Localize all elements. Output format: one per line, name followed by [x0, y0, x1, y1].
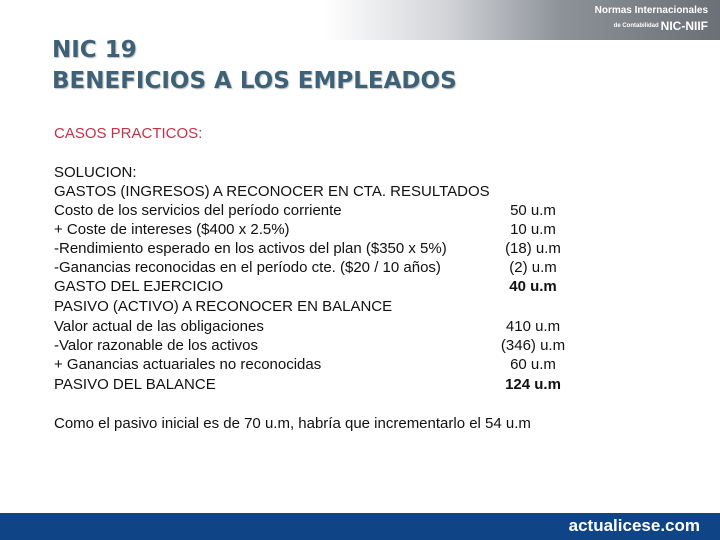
row-value: 124 u.m — [505, 376, 561, 393]
row-label: Costo de los servicios del período corriente — [54, 202, 342, 219]
row-value: 50 u.m — [510, 202, 556, 219]
brand-big-text: NIC-NIIF — [660, 18, 708, 33]
brand-line2 — [562, 18, 712, 34]
row-value: (2) u.m — [509, 259, 557, 276]
row-value: 10 u.m — [510, 221, 556, 238]
row-value: 60 u.m — [510, 356, 556, 373]
row-label: GASTOS (INGRESOS) A RECONOCER EN CTA. RESULTADOS — [54, 183, 490, 200]
line-item-row — [54, 258, 614, 277]
top-banner — [0, 0, 720, 40]
row-label: + Coste de intereses ($400 x 2.5%) — [54, 221, 290, 238]
line-item-row — [54, 317, 614, 336]
slide-title — [52, 35, 457, 97]
brand-small-text: de Contabilidad — [613, 22, 659, 29]
brand-line1: Normas Internacionales — [594, 5, 708, 16]
row-value: (18) u.m — [505, 240, 561, 257]
total-row-expense — [54, 277, 614, 296]
row-label: Valor actual de las obligaciones — [54, 318, 264, 335]
expenses-heading — [54, 182, 614, 201]
line-item-row — [54, 239, 614, 258]
line-item-row — [54, 336, 614, 355]
row-value: 40 u.m — [509, 278, 557, 295]
section-subtitle: CASOS PRACTICOS: — [54, 125, 203, 142]
row-label: -Valor razonable de los activos — [54, 337, 258, 354]
solution-heading — [54, 163, 614, 182]
line-item-row — [54, 220, 614, 239]
row-value: 410 u.m — [505, 318, 561, 335]
row-label: SOLUCION: — [54, 164, 137, 181]
row-label: -Ganancias reconocidas en el período cte. ($20 / 10 años) — [54, 259, 441, 276]
liability-heading — [54, 297, 614, 316]
row-value: (346) u.m — [500, 337, 566, 354]
row-label: GASTO DEL EJERCICIO — [54, 278, 224, 295]
footer-bar — [0, 513, 720, 540]
row-label: PASIVO (ACTIVO) A RECONOCER EN BALANCE — [54, 298, 393, 315]
brand-logo — [562, 4, 712, 36]
conclusion-note: Como el pasivo inicial es de 70 u.m, habría que incrementarlo el 54 u.m — [54, 415, 531, 432]
row-label: + Ganancias actuariales no reconocidas — [54, 356, 322, 373]
row-label: PASIVO DEL BALANCE — [54, 376, 216, 393]
line-item-row — [54, 355, 614, 374]
line-item-row — [54, 201, 614, 220]
title-line2: BENEFICIOS A LOS EMPLEADOS — [52, 68, 457, 94]
total-row-liability — [54, 375, 614, 394]
row-label: -Rendimiento esperado en los activos del plan ($350 x 5%) — [54, 240, 447, 257]
footer-site-name: actualicese.com — [568, 516, 700, 535]
title-line1: NIC 19 — [52, 37, 137, 63]
